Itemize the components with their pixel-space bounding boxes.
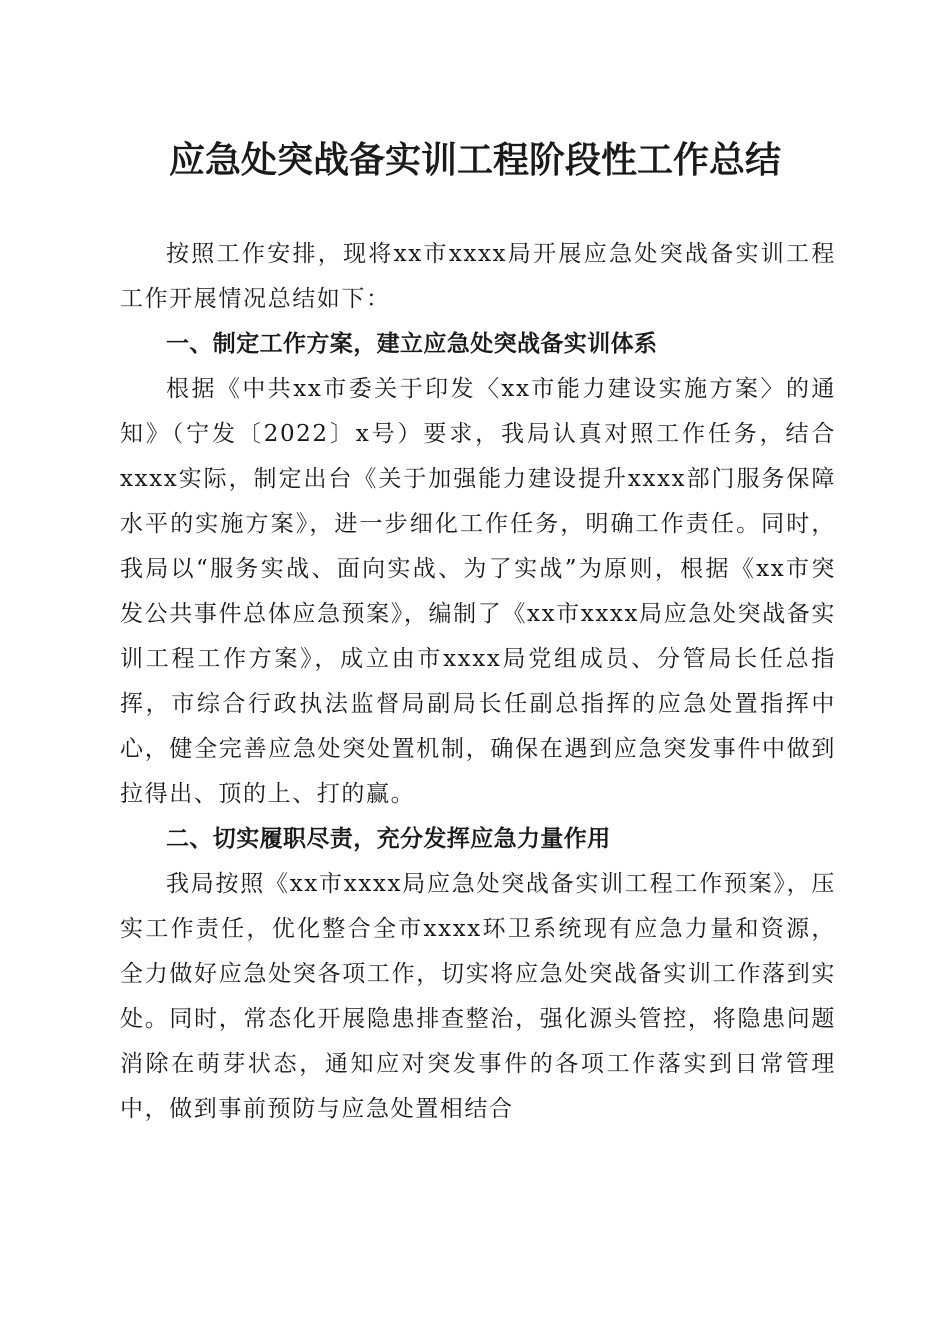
intro-paragraph: 按照工作安排，现将xx市xxxx局开展应急处突战备实训工程工作开展情况总结如下： xyxy=(120,241,836,312)
section-heading-1: 一、制定工作方案，建立应急处突战备实训体系 xyxy=(166,331,658,357)
document-body xyxy=(120,232,836,1132)
section-paragraph-2: 我局按照《xx市xxxx局应急处突战备实训工程工作预案》，压实工作责任，优化整合全市xxxx环卫系统现有应急力量和资源，全力做好应急处突各项工作，切实将应急处突战备实训工作落到实处。同时，常态化开展隐患排查整治，强化源头管控，将隐患问题消除在萌芽状态，通知应对突发事件的各项工作落实到日常管理中，做到事前预防与应急处置相结合 xyxy=(120,871,836,1122)
section-heading-2: 二、切实履职尽责，充分发挥应急力量作用 xyxy=(166,826,611,852)
document-title: 应急处突战备实训工程阶段性工作总结 xyxy=(168,139,781,181)
section-paragraph-1: 根据《中共xx市委关于印发〈xx市能力建设实施方案〉的通知》（宁发〔2022〕x号）要求，我局认真对照工作任务，结合xxxx实际，制定出台《关于加强能力建设提升xxxx部门服务保障水平的实施方案》，进一步细化工作任务，明确工作责任。同时，我局以“服务实战、面向实战、为了实战”为原则，根据《xx市突发公共事件总体应急预案》，编制了《xx市xxxx局应急处突战备实训工程工作方案》，成立由市xxxx局党组成员、分管局长任总指挥，市综合行政执法监督局副局长任副总指挥的应急处置指挥中心，健全完善应急处突处置机制，确保在遇到应急突发事件中做到拉得出、顶的上、打的赢。 xyxy=(120,376,836,807)
